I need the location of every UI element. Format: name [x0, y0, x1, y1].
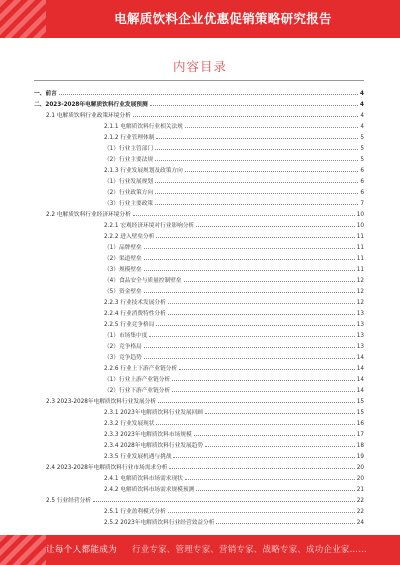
toc-leader-dots: [173, 457, 354, 458]
toc-entry[interactable]: [104, 252, 364, 262]
toc-entry-label: 2.4 2023-2028年电解质饮料行业市场需求分析: [46, 464, 168, 471]
toc-leader-dots: [156, 424, 354, 425]
toc-entry-label: 2.4.2 电解质饮料市场需求规模预测: [104, 486, 195, 493]
toc-entry-page: 5: [360, 145, 364, 152]
toc-entry-page: 21: [356, 486, 364, 493]
toc-entry-page: 14: [356, 387, 364, 394]
toc-leader-dots: [93, 501, 355, 502]
toc-entry-label: 2.2.6 行业上下游产业链分析: [104, 365, 178, 372]
toc-entry[interactable]: [104, 450, 364, 460]
toc-entry-label: （1）行业主管部门: [104, 145, 154, 152]
toc-leader-dots: [144, 292, 355, 293]
toc-leader-dots: [155, 193, 358, 194]
toc-entry[interactable]: [104, 329, 364, 339]
toc-leader-dots: [172, 380, 355, 381]
toc-leader-dots: [168, 512, 355, 513]
toc-leader-dots: [144, 358, 355, 359]
toc-leader-dots: [144, 248, 355, 249]
toc-entry-page: 4: [360, 90, 364, 97]
toc-leader-dots: [185, 171, 359, 172]
toc-entry[interactable]: [104, 351, 364, 361]
toc-leader-dots: [155, 204, 358, 205]
toc-entry-page: 17: [356, 431, 364, 438]
report-footer: [0, 535, 400, 565]
toc-leader-dots: [168, 303, 355, 304]
toc-entry-label: 2.1.1 电解质饮料行业相关法规: [104, 123, 183, 130]
toc-entry-page: 7: [360, 200, 364, 207]
toc-leader-dots: [184, 281, 355, 282]
toc-entry[interactable]: [104, 164, 364, 174]
toc-entry-label: 2.2.3 行业技术发展分析: [104, 299, 166, 306]
toc-entry-page: 14: [356, 365, 364, 372]
toc-entry-label: 2.3.4 2028年电解质饮料行业发展趋势: [104, 442, 204, 449]
toc-entry-label: 2.3.2 行业发展现状: [104, 420, 155, 427]
toc-entry-label: 2.2.4 行业消费特性分析: [104, 310, 166, 317]
toc-entry[interactable]: [104, 472, 364, 482]
toc-entry-page: 12: [356, 288, 364, 295]
toc-entry-label: （2）竞争格局: [104, 343, 142, 350]
toc-entry-label: （1）行业发展规划: [104, 178, 154, 185]
toc-entry-page: 10: [356, 211, 364, 218]
toc-entry-label: 2.2.2 进入壁垒分析: [104, 233, 155, 240]
toc-entry-label: （1）行业上游产业链分析: [104, 376, 171, 383]
toc-entry[interactable]: [104, 406, 364, 416]
toc-entry[interactable]: [46, 395, 364, 405]
toc-leader-dots: [196, 490, 355, 491]
toc-entry-label: 2.5.2 2023年电解质饮料行业经营效益分析: [104, 519, 215, 526]
toc-entry-page: 4: [360, 101, 364, 108]
toc-entry-page: 19: [356, 453, 364, 460]
toc-entry[interactable]: [104, 417, 364, 427]
toc-entry[interactable]: [104, 439, 364, 449]
toc-entry[interactable]: [104, 505, 364, 515]
toc-entry[interactable]: [104, 285, 364, 295]
toc-entry-page: 10: [356, 222, 364, 229]
toc-entry-label: （1）市场集中度: [104, 332, 148, 339]
toc-entry[interactable]: [104, 186, 364, 196]
toc-entry-page: 14: [356, 354, 364, 361]
footer-slogan: 让每个人都能成为: [46, 545, 118, 555]
toc-entry-label: 2.1.3 行业发展规划及政策方向: [104, 167, 183, 174]
toc-entry[interactable]: [104, 153, 364, 163]
toc-entry-page: 13: [356, 332, 364, 339]
report-header: [0, 0, 400, 38]
toc-entry[interactable]: [104, 120, 364, 130]
toc-entry[interactable]: [104, 340, 364, 350]
toc-entry-label: 2.1.2 行业管理体制: [104, 134, 155, 141]
toc-entry-label: （5）资金壁垒: [104, 288, 142, 295]
toc-entry-label: 2.2.5 行业竞争格局: [104, 321, 155, 328]
toc-entry-page: 11: [356, 244, 364, 251]
toc-entry-label: 2.2 电解质饮料行业经济环境分析: [46, 211, 131, 218]
toc-leader-dots: [205, 413, 355, 414]
toc-entry-label: 2.3.1 2023年电解质饮料行业发展回顾: [104, 409, 204, 416]
toc-entry-page: 5: [360, 156, 364, 163]
toc-entry-page: 22: [356, 497, 364, 504]
footer-decoration: [0, 535, 46, 565]
toc-leader-dots: [59, 94, 358, 95]
toc-entry-label: 2.5 行业经营分析: [46, 497, 91, 504]
toc-entry[interactable]: [104, 483, 364, 493]
toc-entry-label: （2）行业下游产业链分析: [104, 387, 171, 394]
toc-leader-dots: [144, 270, 355, 271]
toc-leader-dots: [205, 446, 355, 447]
report-title: 电解质饮料企业优惠促销策略研究报告: [114, 11, 332, 26]
toc-entry[interactable]: [104, 373, 364, 383]
toc-entry[interactable]: [104, 175, 364, 185]
toc-entry-page: 12: [356, 299, 364, 306]
toc-entry-label: 2.1 电解质饮料行业政策环境分析: [46, 112, 131, 119]
toc-entry-page: 11: [356, 255, 364, 262]
toc-leader-dots: [179, 369, 355, 370]
toc-entry-page: 11: [356, 266, 364, 273]
toc-entry[interactable]: [104, 307, 364, 317]
toc-entry[interactable]: [104, 219, 364, 229]
toc-entry-page: 13: [356, 343, 364, 350]
toc-entry-page: 14: [356, 376, 364, 383]
toc-leader-dots: [155, 182, 358, 183]
toc-entry-page: 15: [356, 398, 364, 405]
toc-entry-page: 13: [356, 310, 364, 317]
toc-entry-label: （2）行业政策方向: [104, 189, 154, 196]
toc-entry[interactable]: [104, 362, 364, 372]
toc-entry-page: 6: [360, 189, 364, 196]
header-decoration: [0, 0, 46, 38]
toc-entry[interactable]: [46, 208, 364, 218]
toc-leader-dots: [133, 215, 355, 216]
toc-entry[interactable]: [34, 87, 364, 97]
toc-entry-page: 20: [356, 475, 364, 482]
toc-entry-label: （2）渠道壁垒: [104, 255, 142, 262]
toc-entry-label: 二、2023-2028年电解质饮料行业发展预测: [34, 101, 148, 108]
toc-leader-dots: [144, 259, 355, 260]
toc-entry-label: 2.4.1 电解质饮料市场需求现状: [104, 475, 183, 482]
toc-entry-page: 6: [360, 167, 364, 174]
toc-entry-label: （1）品牌壁垒: [104, 244, 142, 251]
toc-entry[interactable]: [34, 98, 364, 108]
toc-leader-dots: [149, 336, 354, 337]
toc-leader-dots: [144, 347, 355, 348]
toc-entry[interactable]: [104, 230, 364, 240]
toc-entry[interactable]: [46, 494, 364, 504]
toc-leader-dots: [196, 226, 355, 227]
toc-entry[interactable]: [104, 142, 364, 152]
toc-entry[interactable]: [104, 197, 364, 207]
toc-entry[interactable]: [104, 516, 364, 526]
toc-entry[interactable]: [104, 384, 364, 394]
toc-leader-dots: [158, 402, 355, 403]
toc-entry[interactable]: [104, 296, 364, 306]
toc-leader-dots: [156, 237, 354, 238]
toc-entry-page: 11: [356, 233, 364, 240]
toc-leader-dots: [155, 149, 358, 150]
toc-entry-label: 一、前言: [34, 90, 57, 97]
toc-entry-page: 16: [356, 420, 364, 427]
toc-entry-page: 20: [356, 464, 364, 471]
toc-entry[interactable]: [104, 318, 364, 328]
toc-entry[interactable]: [104, 274, 364, 284]
toc-entry[interactable]: [104, 428, 364, 438]
toc-leader-dots: [133, 116, 359, 117]
toc-leader-dots: [150, 105, 358, 106]
toc-entry-label: （3）竞争趋势: [104, 354, 142, 361]
toc-entry-page: 4: [360, 112, 364, 119]
toc-entry[interactable]: [104, 131, 364, 141]
toc-leader-dots: [172, 391, 355, 392]
toc-entry-label: 2.2.1 宏观经济环境对行业影响分析: [104, 222, 195, 229]
toc-entry[interactable]: [104, 263, 364, 273]
toc-entry-page: 18: [356, 442, 364, 449]
toc-entry-page: 13: [356, 321, 364, 328]
toc-leader-dots: [194, 435, 355, 436]
toc-entry-label: 2.5.1 行业盈利模式分析: [104, 508, 166, 515]
toc-entry-page: 6: [360, 178, 364, 185]
toc-leader-dots: [156, 138, 358, 139]
toc-heading: 内容目录: [172, 59, 227, 74]
toc-leader-dots: [185, 479, 355, 480]
toc-entry-page: 22: [356, 508, 364, 515]
toc-entry-label: （3）行业主要政策: [104, 200, 154, 207]
toc-leader-dots: [155, 160, 358, 161]
toc-entry-label: （4）食品安全与质量控制壁垒: [104, 277, 182, 284]
toc-entry-page: 5: [360, 134, 364, 141]
toc-leader-dots: [185, 127, 359, 128]
toc-entry-page: 12: [356, 277, 364, 284]
toc-leader-dots: [168, 314, 355, 315]
toc-entry[interactable]: [46, 109, 364, 119]
footer-tagline: 行业专家、管理专家、营销专家、战略专家、成功企业家……: [132, 545, 367, 555]
toc-entry-page: 15: [356, 409, 364, 416]
toc-divider: [34, 80, 364, 81]
toc-entry[interactable]: [46, 461, 364, 471]
toc-leader-dots: [216, 523, 354, 524]
toc-entry-label: （3）规模壁垒: [104, 266, 142, 273]
toc-leader-dots: [156, 325, 354, 326]
toc-leader-dots: [169, 468, 354, 469]
toc-entry-label: （2）行业主要法规: [104, 156, 154, 163]
toc-entry-page: 24: [356, 519, 364, 526]
toc-entry-label: 2.3.5 行业发展机遇与挑战: [104, 453, 172, 460]
toc-entry-page: 4: [360, 123, 364, 130]
toc-entry-label: 2.3 2023-2028年电解质饮料行业发展分析: [46, 398, 157, 405]
toc-entry-label: 2.3.3 2023年电解质饮料市场规模: [104, 431, 192, 438]
toc-entry[interactable]: [104, 241, 364, 251]
